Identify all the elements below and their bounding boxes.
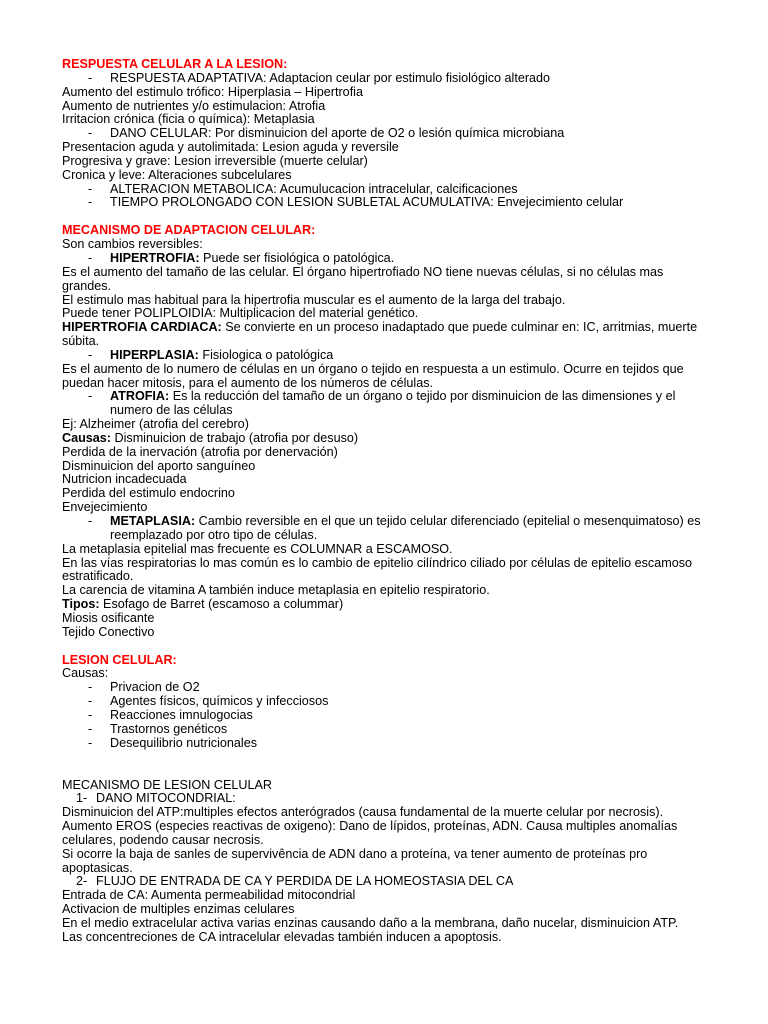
term-label: HIPERPLASIA: bbox=[110, 347, 199, 362]
bullet-marker: - bbox=[88, 389, 93, 404]
bullet-item bbox=[62, 183, 712, 197]
bullet-marker: - bbox=[88, 680, 93, 695]
term-label: Causas: bbox=[62, 430, 111, 445]
paragraph: Aumento EROS (especies reactivas de oxigeno): Dano de lípidos, proteínas, ADN. Causa multiples anomalías celulares, podendo causar necrosis. bbox=[62, 819, 678, 847]
term-label: HIPERTROFIA CARDIACA: bbox=[62, 320, 222, 335]
bullet-text: RESPUESTA ADAPTATIVA: Adaptacion ceular por estimulo fisiológico alterado bbox=[110, 70, 551, 85]
section-heading-mecanismo-adaptacion: MECANISMO DE ADAPTACION CELULAR: bbox=[62, 223, 316, 238]
text-line: Aumento de nutrientes y/o estimulacion: Atrofia bbox=[62, 98, 326, 113]
text-line: Disminuicion del aporto sanguíneo bbox=[62, 458, 256, 473]
term-label: Tipos: bbox=[62, 597, 100, 612]
text-line: Son cambios reversibles: bbox=[62, 237, 203, 252]
item-number: 2- bbox=[76, 874, 88, 889]
bullet-marker: - bbox=[88, 181, 93, 196]
numbered-item bbox=[62, 875, 712, 889]
text-line: Nutricion incadecuada bbox=[62, 472, 187, 487]
bullet-text: Agentes físicos, químicos y infecciosos bbox=[110, 694, 329, 709]
bullet-item bbox=[62, 681, 712, 695]
text-line: Ej: Alzheimer (atrofia del cerebro) bbox=[62, 417, 249, 432]
numbered-text: DANO MITOCONDRIAL: bbox=[96, 791, 236, 806]
paragraph: Es el aumento de lo numero de células en un órgano o tejido en respuesta a un estimulo. Ocurre en tejidos que puedan hacer mitosis, para el aumento de los números de células. bbox=[62, 361, 684, 390]
bullet-text: Es la reducción del tamaño de un órgano o tejido por disminuicion de las dimensiones y el numero de las células bbox=[110, 389, 676, 418]
numbered-item bbox=[62, 792, 712, 806]
bullet-text: TIEMPO PROLONGADO CON LESION SUBLETAL ACUMULATIVA: Envejecimiento celular bbox=[110, 195, 624, 210]
paragraph: Es el aumento del tamaño de las celular. El órgano hipertrofiado NO tiene nuevas células, si no células mas grandes. bbox=[62, 264, 664, 293]
bullet-item bbox=[62, 709, 712, 723]
document-page bbox=[62, 58, 712, 945]
spacer bbox=[62, 751, 712, 779]
bullet-text: Reacciones imnulogocias bbox=[110, 707, 253, 722]
text-line: Perdida de la inervación (atrofia por denervación) bbox=[62, 444, 338, 459]
item-number: 1- bbox=[76, 791, 88, 806]
bullet-marker: - bbox=[88, 707, 93, 722]
bullet-item bbox=[62, 196, 712, 210]
term-label: METAPLASIA: bbox=[110, 514, 196, 528]
paragraph: Si ocorre la baja de sanles de supervivência de ADN dano a proteína, va tener aumento de proteínas pro apoptasicas. bbox=[62, 846, 648, 875]
bullet-item bbox=[62, 252, 712, 266]
bullet-item bbox=[62, 737, 712, 751]
bullet-text: Cambio reversible en el que un tejido celular diferenciado (epitelial o mesenquimatoso) es reemplazado por otro tipo de células. bbox=[110, 514, 701, 542]
line-text: Disminuicion de trabajo (atrofia por desuso) bbox=[111, 430, 359, 445]
bullet-text: Fisiologica o patológica bbox=[198, 347, 334, 362]
text-line: Disminuicion del ATP:multiples efectos anterógrados (causa fundamental de la muerte celular por necrosis). bbox=[62, 805, 664, 820]
text-line: Aumento del estimulo trófico: Hiperplasia – Hipertrofia bbox=[62, 84, 363, 99]
section-heading-respuesta-celular: RESPUESTA CELULAR A LA LESION: bbox=[62, 57, 288, 71]
bullet-item bbox=[62, 127, 712, 141]
paragraph: En las vías respiratorias lo mas común es lo cambio de epitelio cilíndrico ciliado por células de epitelio escamoso estratificado. bbox=[62, 555, 692, 584]
text-line: En el medio extracelular activa varias enzinas causando daño a la membrana, daño nucelar, disminuicion ATP. bbox=[62, 915, 679, 930]
bullet-text: Puede ser fisiológica o patológica. bbox=[199, 250, 395, 265]
text-line: Cronica y leve: Alteraciones subcelulares bbox=[62, 167, 292, 182]
text-line: La metaplasia epitelial mas frecuente es COLUMNAR a ESCAMOSO. bbox=[62, 541, 453, 556]
line-text: Esofago de Barret (escamoso a colummar) bbox=[99, 597, 344, 612]
section-title-mecanismo-lesion: MECANISMO DE LESION CELULAR bbox=[62, 777, 272, 792]
numbered-text: FLUJO DE ENTRADA DE CA Y PERDIDA DE LA HOMEOSTASIA DEL CA bbox=[96, 874, 514, 889]
text-line: Puede tener POLIPLOIDIA: Multiplicacion del material genético. bbox=[62, 306, 419, 321]
bullet-text: ALTERACION METABOLICA: Acumulucacion intracelular, calcificaciones bbox=[110, 181, 518, 196]
bullet-text: Trastornos genéticos bbox=[110, 721, 228, 736]
text-line: Tejido Conectivo bbox=[62, 624, 155, 639]
bullet-marker: - bbox=[88, 250, 93, 265]
bullet-text: Privacion de O2 bbox=[110, 680, 200, 695]
text-line: Las concentreciones de CA intracelular elevadas también inducen a apoptosis. bbox=[62, 929, 502, 944]
text-line bbox=[62, 598, 712, 612]
bullet-marker: - bbox=[88, 694, 93, 709]
bullet-item bbox=[62, 723, 712, 737]
bullet-marker: - bbox=[88, 735, 93, 750]
bullet-item bbox=[62, 72, 712, 86]
section-heading-lesion-celular: LESION CELULAR: bbox=[62, 652, 177, 667]
text-line: Irritacion crónica (ficia o química): Metaplasia bbox=[62, 112, 315, 127]
text-line: Miosis osificante bbox=[62, 610, 155, 625]
bullet-marker: - bbox=[88, 195, 93, 210]
bullet-text: DANO CELULAR: Por disminuicion del aporte de O2 o lesión química microbiana bbox=[110, 126, 565, 141]
bullet-item bbox=[62, 390, 712, 418]
bullet-marker: - bbox=[88, 126, 93, 141]
bullet-text: Desequilibrio nutricionales bbox=[110, 735, 258, 750]
text-line: Progresiva y grave: Lesion irreversible (muerte celular) bbox=[62, 153, 368, 168]
term-label: HIPERTROFIA: bbox=[110, 250, 200, 265]
text-line: Presentacion aguda y autolimitada: Lesion aguda y reversile bbox=[62, 140, 399, 155]
spacer bbox=[62, 210, 712, 224]
bullet-item bbox=[62, 695, 712, 709]
text-line: El estimulo mas habitual para la hipertrofia muscular es el aumento de la larga del trabajo. bbox=[62, 292, 566, 307]
text-line: Activacion de multiples enzimas celulares bbox=[62, 902, 295, 917]
text-line: Envejecimiento bbox=[62, 500, 148, 515]
bullet-item bbox=[62, 515, 712, 543]
bullet-marker: - bbox=[88, 347, 93, 362]
bullet-item bbox=[62, 349, 712, 363]
text-line bbox=[62, 432, 712, 446]
text-line: Perdida del estimulo endocrino bbox=[62, 486, 235, 501]
text-line: Entrada de CA: Aumenta permeabilidad mitocondrial bbox=[62, 888, 356, 903]
spacer bbox=[62, 640, 712, 654]
term-label: ATROFIA: bbox=[110, 389, 170, 404]
bullet-marker: - bbox=[88, 721, 93, 736]
paragraph-text: Se convierte en un proceso inadaptado que puede culminar en: IC, arritmias, muerte súbita. bbox=[62, 320, 698, 349]
bullet-marker: - bbox=[88, 514, 93, 528]
text-line: La carencia de vitamina A también induce metaplasia en epitelio respiratorio. bbox=[62, 583, 490, 598]
text-line: Causas: bbox=[62, 666, 109, 681]
paragraph bbox=[62, 321, 712, 349]
bullet-marker: - bbox=[88, 70, 93, 85]
